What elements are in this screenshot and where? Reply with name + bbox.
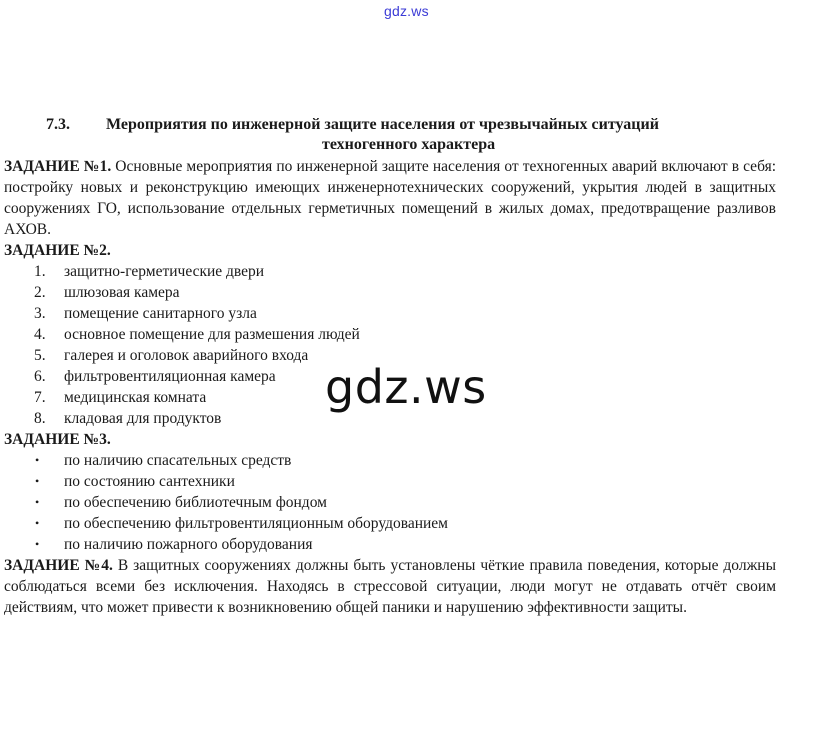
- list-item-text: по обеспечению библиотечным фондом: [64, 494, 327, 511]
- task-3-list: [4, 450, 776, 555]
- list-item-text: галерея и оголовок аварийного входа: [64, 347, 309, 364]
- list-number: 4.: [34, 326, 46, 343]
- list-number: 8.: [34, 410, 46, 427]
- list-item-text: фильтровентиляционная камера: [64, 368, 276, 385]
- list-item-text: по наличию пожарного оборудования: [64, 536, 313, 553]
- list-item-text: кладовая для продуктов: [64, 410, 222, 427]
- task-2-label: ЗАДАНИЕ №2.: [4, 242, 111, 259]
- list-item: [4, 303, 776, 324]
- bullet-icon: •: [35, 453, 40, 467]
- list-item: [4, 492, 776, 513]
- section-number: 7.3.: [46, 116, 70, 133]
- list-item: [4, 450, 776, 471]
- list-item-text: по состоянию сантехники: [64, 473, 235, 490]
- list-item-text: защитно-герметические двери: [64, 263, 265, 280]
- top-watermark: gdz.ws: [384, 3, 429, 19]
- list-number: 1.: [34, 263, 46, 280]
- list-item: [4, 261, 776, 282]
- list-item-text: помещение санитарного узла: [64, 305, 257, 322]
- bullet-icon: •: [35, 474, 40, 488]
- task-1-label: ЗАДАНИЕ №1.: [4, 158, 112, 175]
- center-watermark: gdz.ws: [325, 360, 487, 414]
- task-1-paragraph: [4, 156, 776, 240]
- list-number: 3.: [34, 305, 46, 322]
- list-item-text: по наличию спасательных средств: [64, 452, 292, 469]
- task-3-label: ЗАДАНИЕ №3.: [4, 431, 111, 448]
- list-item: [4, 282, 776, 303]
- list-item-text: основное помещение для размешения людей: [64, 326, 360, 343]
- list-number: 7.: [34, 389, 46, 406]
- list-item: [4, 534, 776, 555]
- list-item-text: по обеспечению фильтровентиляционным оборудованием: [64, 515, 448, 532]
- list-number: 6.: [34, 368, 46, 385]
- list-item-text: медицинская комната: [64, 389, 207, 406]
- list-item: [4, 513, 776, 534]
- task-4-label: ЗАДАНИЕ №4.: [4, 557, 113, 574]
- section-title-line-2: техногенного характера: [322, 136, 496, 153]
- list-item-text: шлюзовая камера: [64, 284, 180, 301]
- bullet-icon: •: [35, 537, 40, 551]
- list-number: 5.: [34, 347, 46, 364]
- bullet-icon: •: [35, 516, 40, 530]
- task-4-text: В защитных сооружениях должны быть установлены чёткие правила поведения, которые должны соблюдаться всеми без исключения. Находясь в стрессовой ситуации, люди могут не отдавать отчёт своим действиям, что может привести к возникновению общей паники и нарушению эффективности защиты.: [4, 557, 776, 616]
- list-item: [4, 471, 776, 492]
- bullet-icon: •: [35, 495, 40, 509]
- list-number: 2.: [34, 284, 46, 301]
- task-4-paragraph: [4, 555, 776, 618]
- section-title-line-1: Мероприятия по инженерной защите населения от чрезвычайных ситуаций: [106, 116, 659, 133]
- list-item: [4, 324, 776, 345]
- task-1-text: Основные мероприятия по инженерной защите населения от техногенных аварий включают в себя: постройку новых и реконструкцию имеющих инженернотехнических сооружений, укрытия людей в защитных сооружениях ГО, использование отдельных герметичных помещений в жилых домах, предотвращение разливов АХОВ.: [4, 158, 776, 238]
